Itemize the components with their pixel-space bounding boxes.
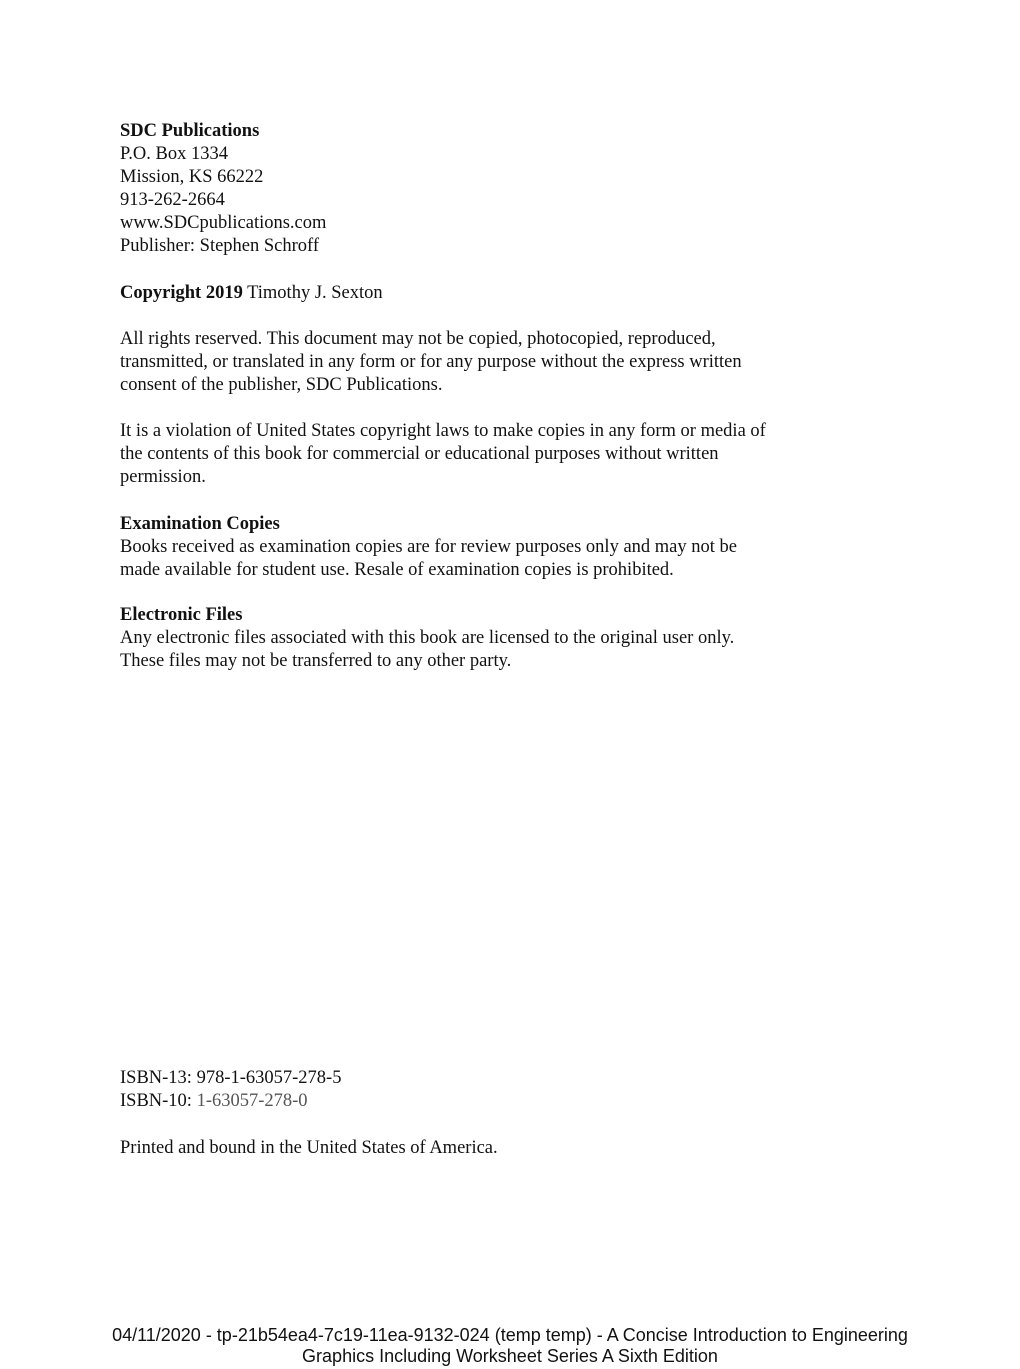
- rights-line: transmitted, or translated in any form or for any purpose without the express written: [120, 352, 742, 372]
- publisher-person: Publisher: Stephen Schroff: [120, 236, 320, 256]
- copyright-owner: Timothy J. Sexton: [242, 283, 383, 303]
- rights-paragraph: [120, 328, 742, 397]
- electronic-files-section: [120, 604, 734, 673]
- printed-line: Printed and bound in the United States of America.: [120, 1138, 498, 1158]
- rights-line: consent of the publisher, SDC Publications.: [120, 375, 443, 395]
- violation-line: the contents of this book for commercial or educational purposes without written: [120, 444, 719, 464]
- electronic-files-heading: Electronic Files: [120, 605, 243, 625]
- rights-line: All rights reserved. This document may not be copied, photocopied, reproduced,: [120, 329, 716, 349]
- isbn-10: [120, 1090, 341, 1113]
- electronic-files-line: Any electronic files associated with this book are licensed to the original user only.: [120, 628, 735, 648]
- electronic-files-line: These files may not be transferred to any other party.: [120, 651, 512, 671]
- violation-paragraph: [120, 420, 766, 489]
- examination-copies-section: [120, 513, 737, 582]
- printed-statement: [120, 1137, 498, 1160]
- examination-line: made available for student use. Resale of examination copies is prohibited.: [120, 560, 674, 580]
- isbn-10-value: 1-63057-278-0: [196, 1091, 308, 1111]
- isbn-13: ISBN-13: 978-1-63057-278-5: [120, 1068, 342, 1088]
- examination-heading: Examination Copies: [120, 514, 280, 534]
- publisher-phone: 913-262-2664: [120, 190, 225, 210]
- violation-line: It is a violation of United States copyright laws to make copies in any form or media of: [120, 421, 766, 441]
- violation-line: permission.: [120, 467, 206, 487]
- examination-line: Books received as examination copies are for review purposes only and may not be: [120, 537, 737, 557]
- copyright-label: Copyright 2019: [120, 283, 243, 303]
- publisher-name: SDC Publications: [120, 121, 260, 141]
- publisher-city: Mission, KS 66222: [120, 167, 264, 187]
- page-footer: [0, 1325, 1020, 1367]
- publisher-po-box: P.O. Box 1334: [120, 144, 228, 164]
- isbn-10-label: ISBN-10:: [120, 1091, 197, 1111]
- isbn-section: [120, 1067, 341, 1113]
- publisher-info: [120, 120, 326, 258]
- copyright-line: [120, 282, 383, 305]
- publisher-website: www.SDCpublications.com: [120, 213, 327, 233]
- footer-line: 04/11/2020 - tp-21b54ea4-7c19-11ea-9132-024 (temp temp) - A Concise Introduction to Engineering: [112, 1325, 908, 1345]
- footer-line: Graphics Including Worksheet Series A Sixth Edition: [302, 1346, 718, 1366]
